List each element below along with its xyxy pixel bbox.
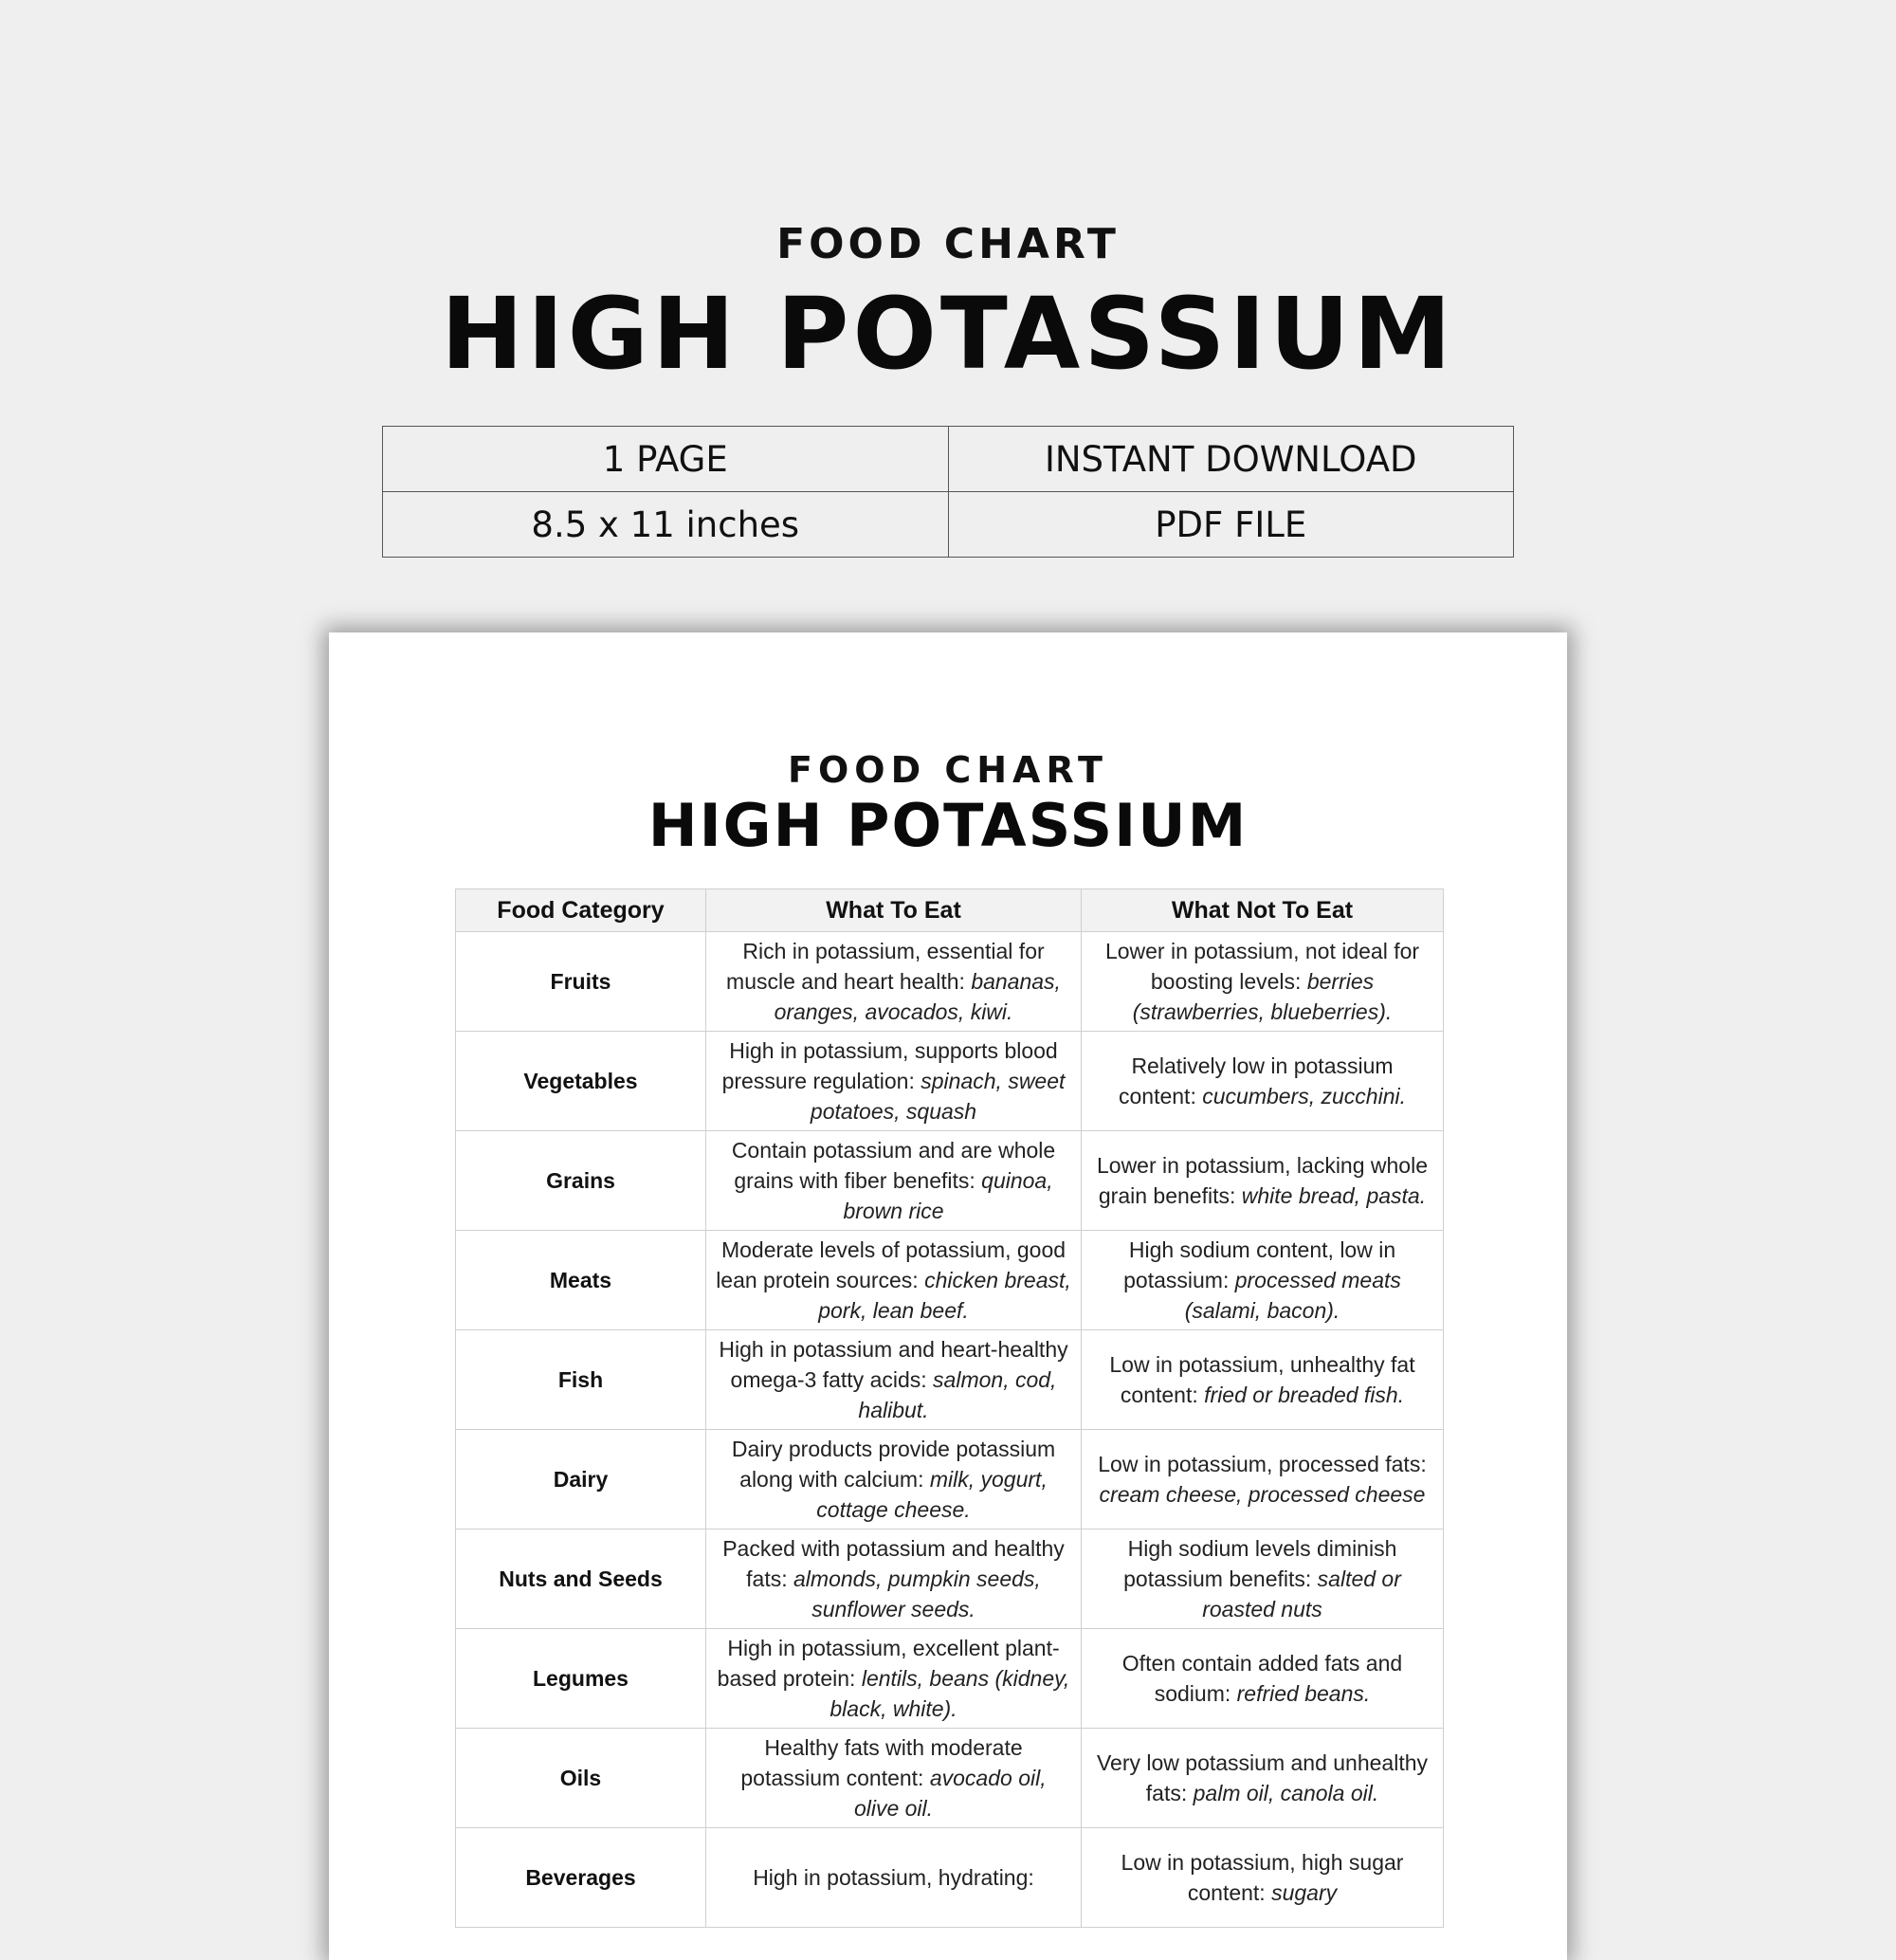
avoid-cell — [1082, 1330, 1444, 1430]
avoid-text: Low in potassium, unhealthy fat content: — [1109, 1352, 1415, 1407]
avoid-cell — [1082, 1828, 1444, 1928]
eat-examples: chicken breast, pork, lean beef. — [818, 1268, 1071, 1323]
eat-cell — [706, 932, 1082, 1032]
eat-text: High in potassium, supports blood pressure regulation: — [721, 1038, 1058, 1093]
avoid-examples: sugary — [1271, 1880, 1338, 1905]
eat-examples: almonds, pumpkin seeds, sunflower seeds. — [793, 1566, 1041, 1621]
avoid-examples: fried or breaded fish. — [1204, 1383, 1405, 1407]
eat-examples: avocado oil, olive oil. — [853, 1766, 1047, 1821]
category-cell: Beverages — [456, 1828, 706, 1928]
avoid-examples: salted or roasted nuts — [1202, 1566, 1401, 1621]
avoid-examples: cucumbers, zucchini. — [1202, 1084, 1406, 1108]
table-row — [456, 1330, 1444, 1430]
eat-cell — [706, 1131, 1082, 1231]
eat-examples: quinoa, brown rice — [843, 1168, 1053, 1223]
avoid-text: Often contain added fats and sodium: — [1121, 1651, 1403, 1706]
avoid-cell — [1082, 1131, 1444, 1231]
table-row — [456, 932, 1444, 1032]
avoid-cell — [1082, 1231, 1444, 1330]
column-header: Food Category — [456, 889, 706, 932]
sheet-subtitle: FOOD CHART — [788, 749, 1108, 791]
eat-text: High in potassium, excellent plant-based protein: — [717, 1636, 1060, 1691]
category-cell: Fish — [456, 1330, 706, 1430]
eat-text: Moderate levels of potassium, good lean protein sources: — [716, 1237, 1066, 1292]
column-header: What Not To Eat — [1082, 889, 1444, 932]
avoid-text: High sodium content, low in potassium: — [1123, 1237, 1396, 1292]
eat-text: Dairy products provide potassium along with calcium: — [731, 1437, 1056, 1492]
eat-cell — [706, 1729, 1082, 1828]
eat-cell — [706, 1629, 1082, 1729]
avoid-examples: cream cheese, processed cheese — [1099, 1482, 1426, 1507]
info-pages: 1 PAGE — [383, 427, 949, 492]
avoid-text: High sodium levels diminish potassium benefits: — [1123, 1536, 1397, 1591]
table-row — [456, 1131, 1444, 1231]
eat-cell — [706, 1430, 1082, 1530]
avoid-examples: white bread, pasta. — [1241, 1183, 1427, 1208]
category-cell: Grains — [456, 1131, 706, 1231]
sheet-title: HIGH POTASSIUM — [647, 791, 1249, 860]
eat-text: Contain potassium and are whole grains with fiber benefits: — [731, 1138, 1056, 1193]
avoid-examples: palm oil, canola oil. — [1193, 1781, 1379, 1805]
category-cell: Vegetables — [456, 1032, 706, 1131]
eat-examples: spinach, sweet potatoes, squash — [810, 1069, 1066, 1124]
table-row — [456, 1828, 1444, 1928]
eat-text: Packed with potassium and healthy fats: — [722, 1536, 1065, 1591]
avoid-text: Lower in potassium, not ideal for boosting levels: — [1104, 939, 1420, 994]
preview-sheet — [329, 632, 1567, 1960]
avoid-text: Relatively low in potassium content: — [1119, 1053, 1394, 1108]
eat-cell — [706, 1032, 1082, 1131]
eat-text: High in potassium and heart-healthy omega-3 fatty acids: — [719, 1337, 1068, 1392]
avoid-cell — [1082, 1430, 1444, 1530]
info-size: 8.5 x 11 inches — [383, 492, 949, 558]
table-row — [456, 1231, 1444, 1330]
table-row — [456, 1729, 1444, 1828]
avoid-cell — [1082, 1729, 1444, 1828]
table-row — [456, 1032, 1444, 1131]
avoid-cell — [1082, 1530, 1444, 1629]
avoid-text: Low in potassium, processed fats: — [1098, 1452, 1427, 1476]
category-cell: Fruits — [456, 932, 706, 1032]
category-cell: Legumes — [456, 1629, 706, 1729]
eat-cell — [706, 1530, 1082, 1629]
hero-subtitle: FOOD CHART — [776, 220, 1120, 268]
category-cell: Nuts and Seeds — [456, 1530, 706, 1629]
eat-examples: salmon, cod, halibut. — [858, 1367, 1057, 1422]
food-table — [455, 888, 1444, 1928]
avoid-examples: berries (strawberries, blueberries). — [1132, 969, 1393, 1024]
avoid-cell — [1082, 932, 1444, 1032]
eat-examples: bananas, oranges, avocados, kiwi. — [774, 969, 1061, 1024]
eat-text: Healthy fats with moderate potassium content: — [740, 1735, 1023, 1790]
avoid-cell — [1082, 1032, 1444, 1131]
avoid-examples: refried beans. — [1236, 1681, 1371, 1706]
avoid-text: Very low potassium and unhealthy fats: — [1096, 1750, 1429, 1805]
eat-cell — [706, 1828, 1082, 1928]
info-format: PDF FILE — [948, 492, 1514, 558]
info-table — [382, 426, 1514, 558]
table-row — [456, 1430, 1444, 1530]
hero-title: HIGH POTASSIUM — [440, 276, 1456, 392]
eat-text: Rich in potassium, essential for muscle and heart health: — [726, 939, 1045, 994]
eat-cell — [706, 1231, 1082, 1330]
avoid-cell — [1082, 1629, 1444, 1729]
category-cell: Meats — [456, 1231, 706, 1330]
eat-examples: lentils, beans (kidney, black, white). — [830, 1666, 1070, 1721]
avoid-examples: processed meats (salami, bacon). — [1184, 1268, 1401, 1323]
info-download: INSTANT DOWNLOAD — [948, 427, 1514, 492]
column-header: What To Eat — [706, 889, 1082, 932]
eat-examples: milk, yogurt, cottage cheese. — [816, 1467, 1048, 1522]
category-cell: Dairy — [456, 1430, 706, 1530]
eat-text: High in potassium, hydrating: — [753, 1865, 1034, 1890]
avoid-text: Low in potassium, high sugar content: — [1121, 1850, 1404, 1905]
table-row — [456, 1530, 1444, 1629]
table-row — [456, 1629, 1444, 1729]
category-cell: Oils — [456, 1729, 706, 1828]
avoid-text: Lower in potassium, lacking whole grain benefits: — [1096, 1153, 1428, 1208]
eat-cell — [706, 1330, 1082, 1430]
